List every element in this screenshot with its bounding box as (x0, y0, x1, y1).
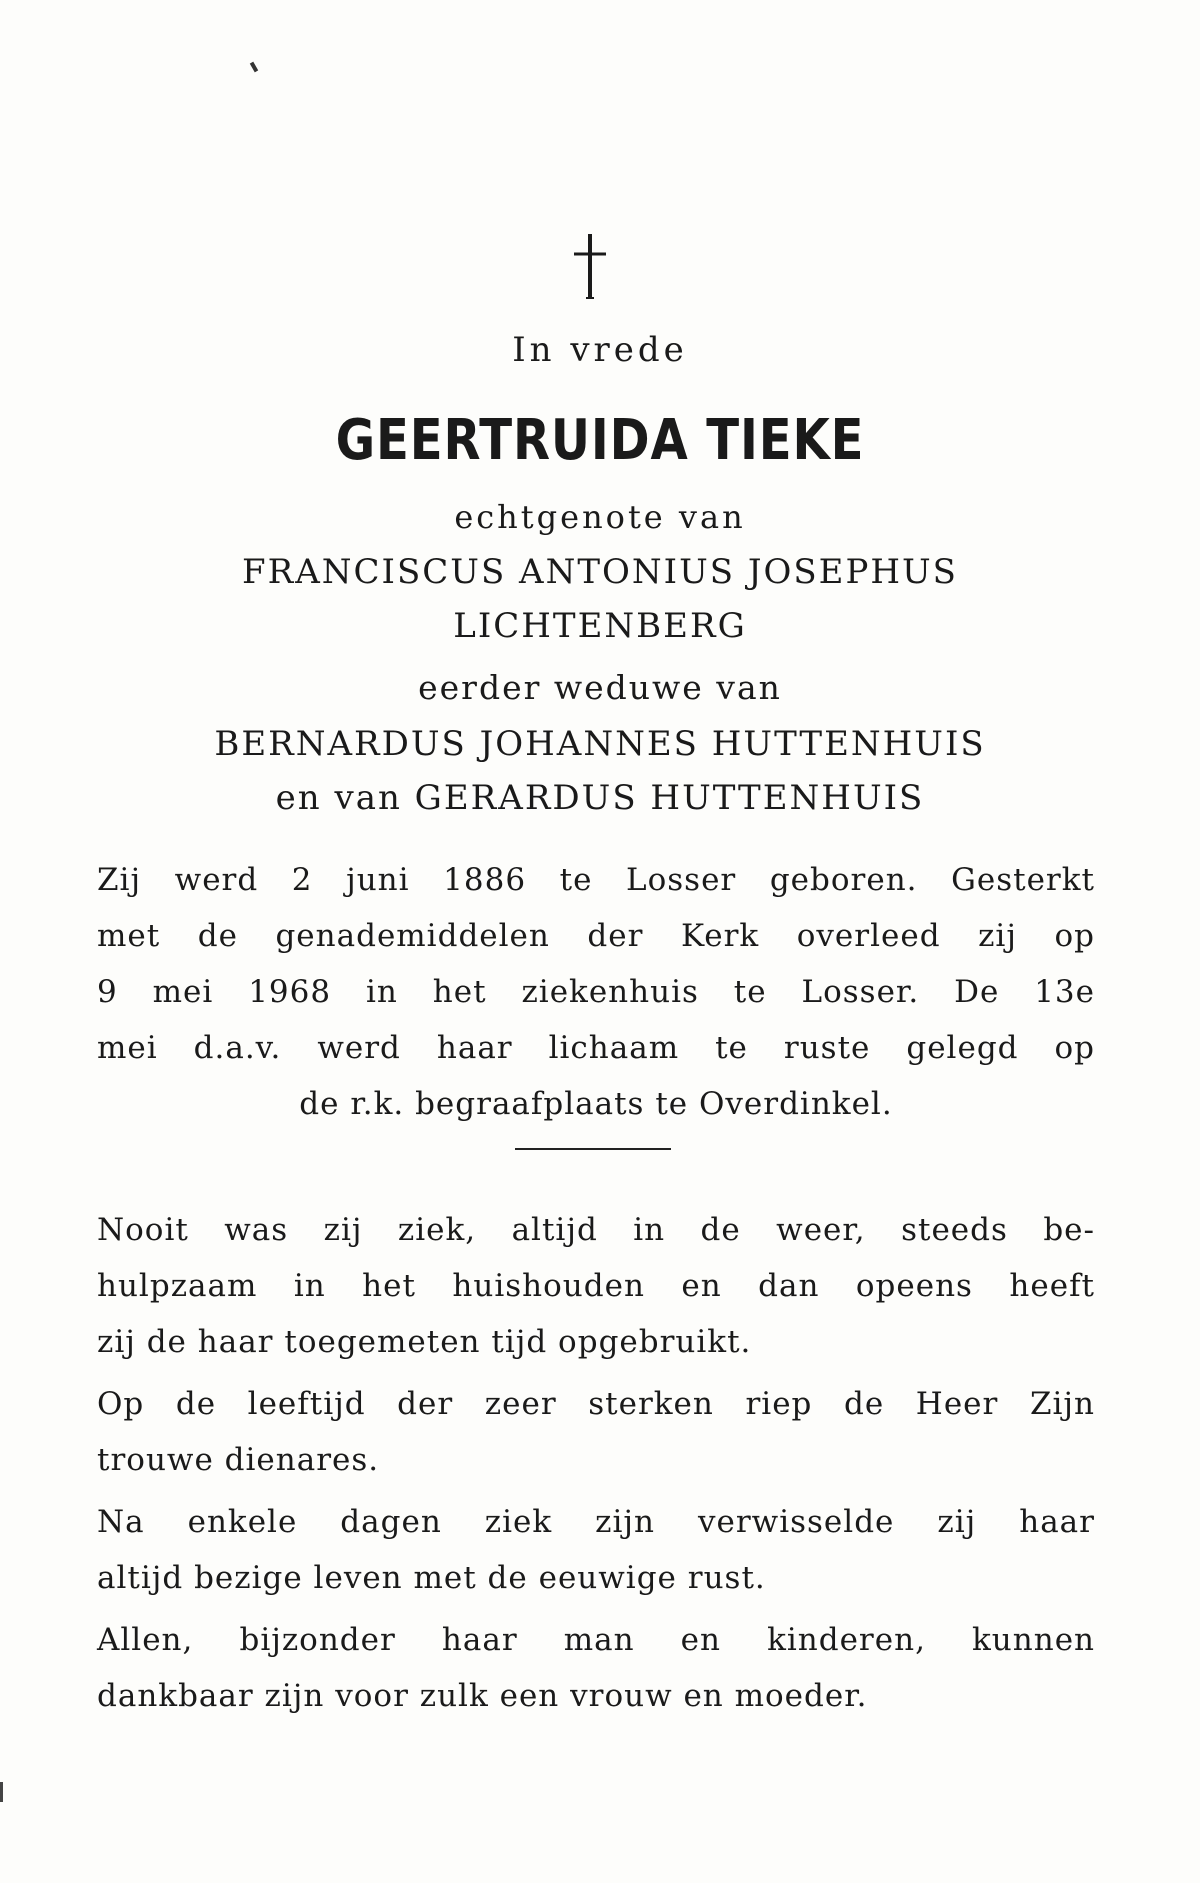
memorial-line: Na enkele dagen ziek zijn verwisselde zij haar (97, 1504, 1095, 1540)
spouse-name-line1: FRANCISCUS ANTONIUS JOSEPHUS (242, 552, 958, 592)
biography-line: 9 mei 1968 in het ziekenhuis te Losser. De 13e (97, 974, 1095, 1010)
memorial-line: dankbaar zijn voor zulk een vrouw en moeder. (97, 1678, 868, 1714)
cut-off-text-line (100, 1742, 1060, 1756)
spouse-intro: echtgenote van (454, 498, 746, 536)
biography-line: Zij werd 2 juni 1886 te Losser geboren. Gesterkt (97, 862, 1095, 898)
widow-intro: eerder weduwe van (418, 668, 782, 707)
memorial-line: Nooit was zij ziek, altijd in de weer, steeds be- (97, 1212, 1095, 1248)
memorial-line: hulpzaam in het huishouden en dan opeens heeft (97, 1268, 1095, 1304)
former-husband-2: en van GERARDUS HUTTENHUIS (275, 778, 925, 818)
divider (515, 1148, 671, 1150)
memorial-line: altijd bezige leven met de eeuwige rust. (97, 1560, 766, 1596)
memorial-line: trouwe dienares. (97, 1442, 380, 1478)
in-vrede-heading: In vrede (512, 330, 688, 370)
memorial-line: Op de leeftijd der zeer sterken riep de Heer Zijn (97, 1386, 1095, 1422)
biography-line: met de genademiddelen der Kerk overleed zij op (97, 918, 1095, 954)
former-husband-1: BERNARDUS JOHANNES HUTTENHUIS (214, 724, 986, 764)
edge-mark (0, 1782, 3, 1802)
memorial-line: Allen, bijzonder haar man en kinderen, kunnen (97, 1622, 1095, 1658)
deceased-name: GEERTRUIDA TIEKE (335, 408, 865, 473)
memorial-line: zij de haar toegemeten tijd opgebruikt. (97, 1324, 752, 1360)
biography-line: mei d.a.v. werd haar lichaam te ruste gelegd op (97, 1030, 1095, 1066)
biography-line: de r.k. begraafplaats te Overdinkel. (299, 1086, 893, 1122)
spouse-name-line2: LICHTENBERG (453, 606, 747, 646)
print-speck (250, 62, 258, 73)
cross-icon (570, 232, 610, 300)
